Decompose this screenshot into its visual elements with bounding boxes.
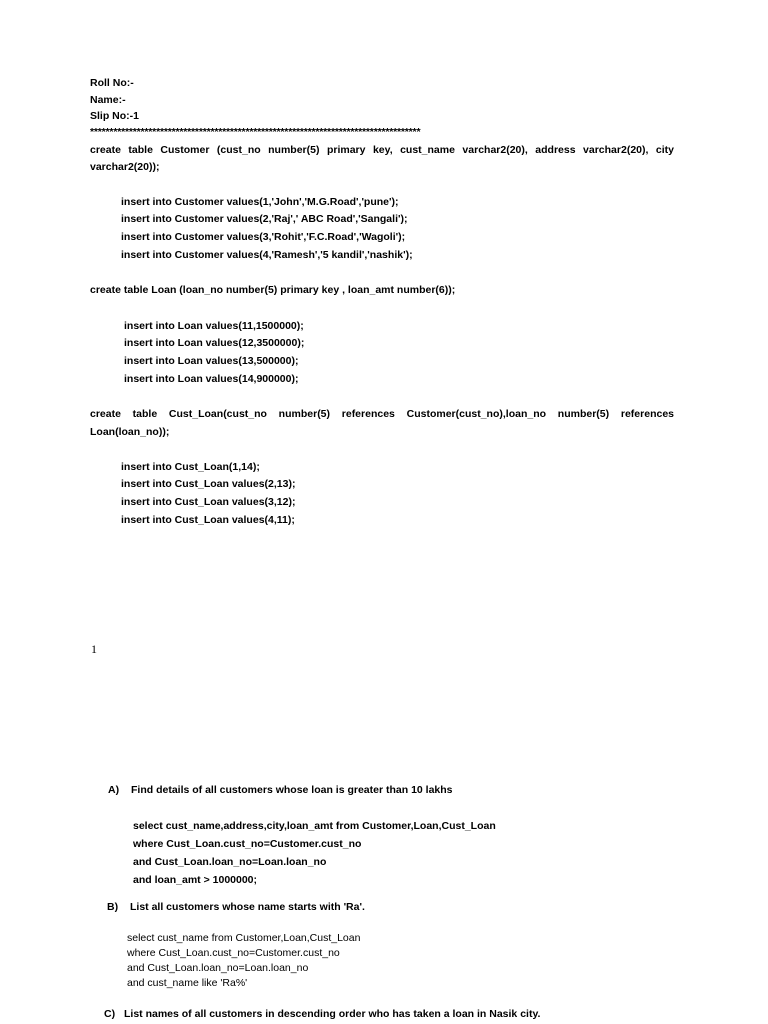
query-b-line: select cust_name from Customer,Loan,Cust_Loan [127, 932, 361, 944]
separator-stars: ************************************************************************************* [90, 126, 421, 138]
question-b-label: B) [107, 901, 119, 913]
question-a-text: Find details of all customers whose loan is greater than 10 lakhs [131, 784, 453, 796]
insert-cust-loan-line: insert into Cust_Loan values(2,13); [121, 478, 296, 490]
name-label: Name:- [90, 94, 126, 106]
insert-customer-line: insert into Customer values(1,'John','M.G.Road','pune'); [121, 196, 399, 208]
create-loan-statement: create table Loan (loan_no number(5) primary key , loan_amt number(6)); [90, 284, 456, 296]
roll-number-label: Roll No:- [90, 77, 134, 89]
query-a-line: select cust_name,address,city,loan_amt from Customer,Loan,Cust_Loan [133, 820, 496, 832]
query-b-line: where Cust_Loan.cust_no=Customer.cust_no [127, 947, 340, 959]
query-b-line: and Cust_Loan.loan_no=Loan.loan_no [127, 962, 309, 974]
insert-loan-line: insert into Loan values(13,500000); [124, 355, 299, 367]
insert-customer-line: insert into Customer values(2,'Raj',' ABC Road','Sangali'); [121, 213, 408, 225]
query-a-line: and loan_amt > 1000000; [133, 874, 258, 886]
query-b-line: and cust_name like 'Ra%' [127, 977, 248, 989]
slip-number-label: Slip No:-1 [90, 110, 139, 122]
insert-cust-loan-line: insert into Cust_Loan values(4,11); [121, 514, 295, 526]
query-a-line: where Cust_Loan.cust_no=Customer.cust_no [133, 838, 362, 850]
insert-loan-line: insert into Loan values(12,3500000); [124, 337, 305, 349]
create-customer-line-2: varchar2(20)); [90, 161, 160, 173]
question-c-text: List names of all customers in descending order who has taken a loan in Nasik city. [124, 1008, 541, 1020]
insert-customer-line: insert into Customer values(4,'Ramesh','5 kandil','nashik'); [121, 249, 413, 261]
query-a-line: and Cust_Loan.loan_no=Loan.loan_no [133, 856, 327, 868]
create-cust-loan-line-2: Loan(loan_no)); [90, 426, 170, 438]
insert-customer-line: insert into Customer values(3,'Rohit','F.C.Road','Wagoli'); [121, 231, 406, 243]
insert-cust-loan-line: insert into Cust_Loan values(3,12); [121, 496, 296, 508]
insert-cust-loan-line: insert into Cust_Loan(1,14); [121, 461, 260, 473]
insert-loan-line: insert into Loan values(11,1500000); [124, 320, 304, 332]
create-customer-line-1: create table Customer (cust_no number(5) primary key, cust_name varchar2(20), address varchar2(20), city [90, 144, 674, 156]
question-a-label: A) [108, 784, 120, 796]
insert-loan-line: insert into Loan values(14,900000); [124, 373, 299, 385]
question-b-text: List all customers whose name starts with 'Ra'. [130, 901, 365, 913]
page-number: 1 [91, 642, 97, 656]
question-c-label: C) [104, 1008, 116, 1020]
create-cust-loan-line-1: create table Cust_Loan(cust_no number(5) references Customer(cust_no),loan_no number(5) references [90, 408, 674, 420]
